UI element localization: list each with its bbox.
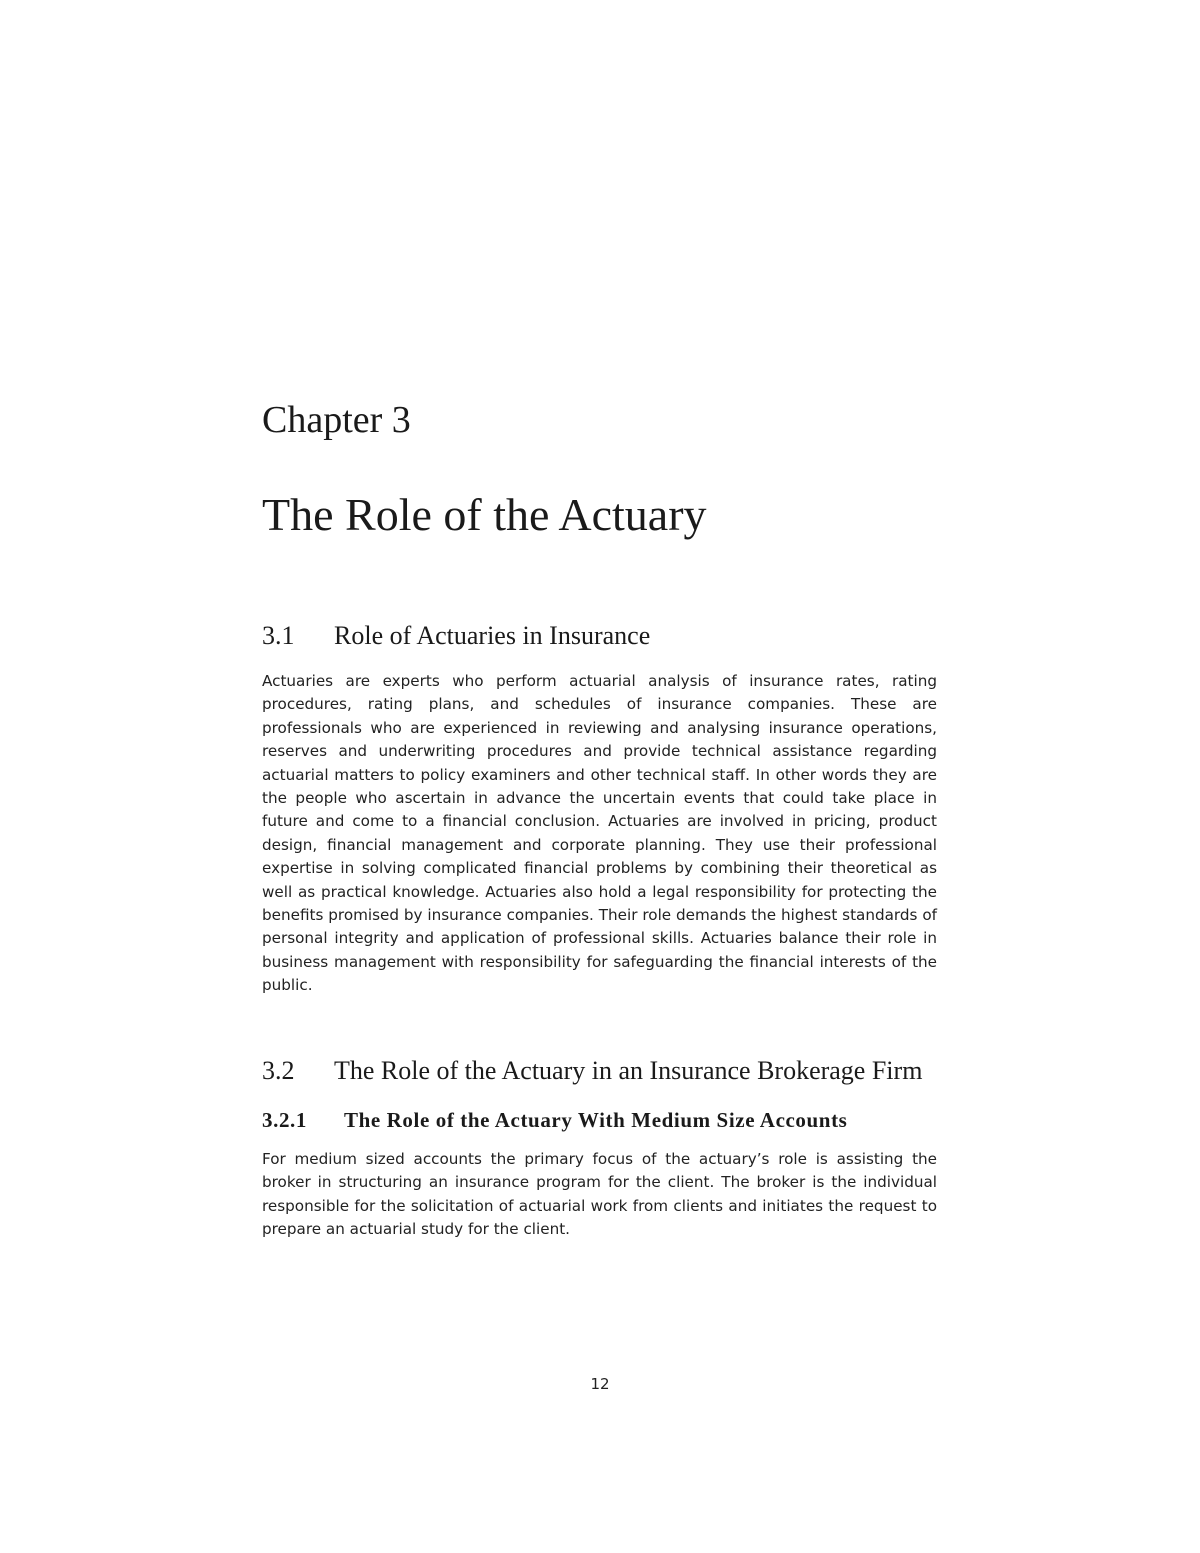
- section-heading: [262, 618, 937, 653]
- page-number: 12: [590, 1375, 610, 1393]
- subsection-paragraph: For medium sized accounts the primary focus of the actuary’s role is assisting the broker in structuring an insurance program for the client. The broker is the individual responsible for the solicitation of actuarial work from clients and initiates the request to prepare an actuarial study for the client.: [262, 1150, 937, 1239]
- section-title: The Role of the Actuary in an Insurance Brokerage Firm: [334, 1056, 923, 1085]
- chapter-label: Chapter 3: [262, 399, 411, 441]
- section-title: Role of Actuaries in Insurance: [334, 621, 651, 650]
- section-number: 3.2: [262, 1056, 295, 1085]
- section-3-2: [262, 1053, 937, 1242]
- subsection-number: 3.2.1: [262, 1108, 307, 1132]
- section-number: 3.1: [262, 621, 295, 650]
- section-3-1: [262, 618, 937, 998]
- section-paragraph: Actuaries are experts who perform actuarial analysis of insurance rates, rating procedures, rating plans, and schedules of insurance companies. These are professionals who are experienced in reviewing and analysing insurance operations, reserves and underwriting procedures and provide technical assistance regarding actuarial matters to policy examiners and other technical staff. In other words they are the people who ascertain in advance the uncertain events that could take place in future and come to a financial conclusion. Actuaries are involved in pricing, product design, financial management and corporate planning. They use their professional expertise in solving complicated financial problems by combining their theoretical as well as practical knowledge. Actuaries also hold a legal responsibility for protecting the benefits promised by insurance companies. Their role demands the highest standards of personal integrity and application of professional skills. Actuaries balance their role in business management with responsibility for safeguarding the financial interests of the public.: [262, 672, 937, 995]
- section-heading: [262, 1053, 937, 1088]
- subsection-title: The Role of the Actuary With Medium Size Accounts: [344, 1108, 848, 1132]
- chapter-title: The Role of the Actuary: [262, 489, 707, 540]
- subsection-heading: [262, 1106, 937, 1134]
